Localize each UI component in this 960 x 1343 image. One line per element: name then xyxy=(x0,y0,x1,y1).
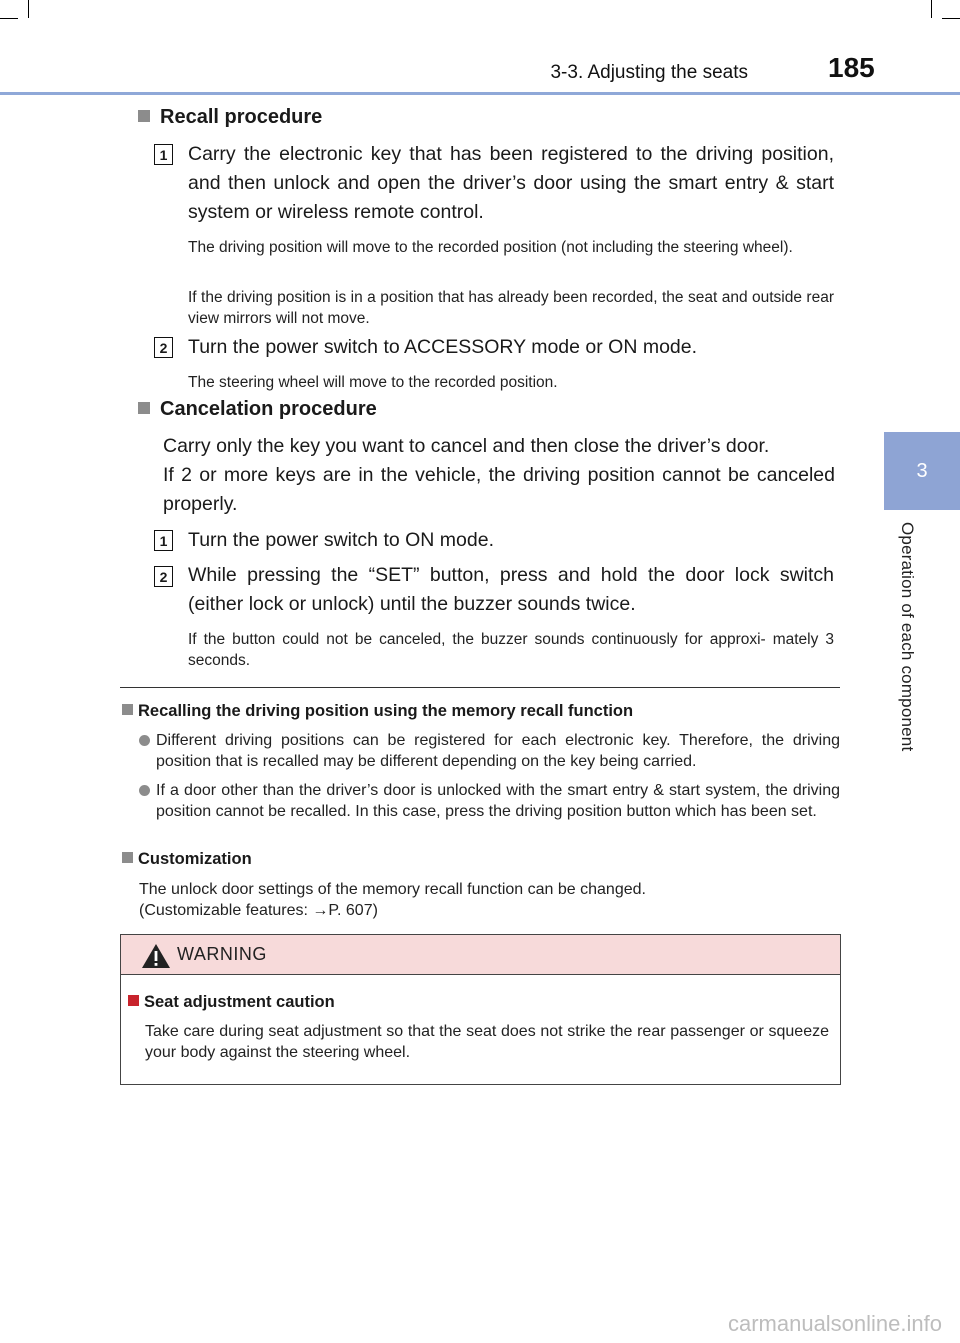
cancel-step1-text: Turn the power switch to ON mode. xyxy=(188,529,494,551)
square-bullet-icon xyxy=(122,852,133,863)
page-number: 185 xyxy=(828,52,875,83)
recall-heading xyxy=(138,106,322,129)
recall-heading-text: Recall procedure xyxy=(160,106,323,128)
recall-step2-text: Turn the power switch to ACCESSORY mode or ON mode. xyxy=(188,336,698,358)
recall-step1-text: Carry the electronic key that has been registered to the driving position, and then unlock and open the driver’s door using the smart entry & start system or wireless remote control. xyxy=(188,143,834,223)
cancel-step2-note: If the button could not be canceled, the buzzer sounds continuously for approxi- mately 3 seconds. xyxy=(188,631,834,669)
custom-text1: The unlock door settings of the memory recall function can be changed. xyxy=(139,881,646,898)
warning-box xyxy=(120,934,841,1085)
list-item xyxy=(139,780,840,822)
cancel-intro2: If 2 or more keys are in the vehicle, the driving position cannot be canceled properly. xyxy=(163,464,835,515)
section-title: 3-3. Adjusting the seats xyxy=(550,62,748,83)
cancel-heading-text: Cancelation procedure xyxy=(160,398,377,420)
note-bullet1: Different driving positions can be registered for each electronic key. Therefore, the driving position that is recalled may be different depending on the key being carried. xyxy=(156,732,840,770)
custom-text2: (Customizable features: →P. 607) xyxy=(139,902,378,919)
recalling-heading-text: Recalling the driving position using the memory recall function xyxy=(138,702,634,720)
cancel-step2-text: While pressing the “SET” button, press and hold the door lock switch (either lock or unlock) until the buzzer sounds twice. xyxy=(188,564,834,615)
recall-step1-note2: If the driving position is in a position that has already been recorded, the seat and outside rear view mirrors will not move. xyxy=(188,289,834,327)
watermark: carmanualsonline.info xyxy=(727,1311,942,1336)
recall-step2-note: The steering wheel will move to the recorded position. xyxy=(188,374,558,391)
crop-mark xyxy=(28,0,29,18)
section-divider xyxy=(120,687,840,688)
crop-mark xyxy=(0,18,18,19)
warning-text: Take care during seat adjustment so that the seat does not strike the rear passenger or squeeze your body against the steering wheel. xyxy=(145,1023,829,1061)
note-bullet2: If a door other than the driver’s door is unlocked with the smart entry & start system, the driving position cannot be recalled. In this case, press the driving position button which has been set. xyxy=(156,782,840,820)
warning-triangle-icon xyxy=(141,943,171,969)
chapter-number: 3 xyxy=(916,459,928,482)
warning-title: WARNING xyxy=(177,944,267,964)
custom-heading-text: Customization xyxy=(138,850,252,868)
cancel-intro1: Carry only the key you want to cancel and then close the driver’s door. xyxy=(163,435,770,457)
square-bullet-icon xyxy=(138,110,150,122)
square-bullet-icon xyxy=(128,995,139,1006)
step-badge: 2 xyxy=(154,566,173,587)
crop-mark xyxy=(942,18,960,19)
step-badge: 1 xyxy=(154,530,173,551)
chapter-tab xyxy=(884,432,960,510)
circle-bullet-icon xyxy=(139,785,150,796)
warning-heading xyxy=(128,993,335,1012)
crop-mark xyxy=(931,0,932,18)
custom-heading xyxy=(122,850,252,869)
warning-header xyxy=(121,935,840,975)
square-bullet-icon xyxy=(138,402,150,414)
recall-step1-note1: The driving position will move to the recorded position (not including the steering wheel). xyxy=(188,239,793,256)
recalling-heading xyxy=(122,702,842,721)
warning-heading-text: Seat adjustment caution xyxy=(144,993,335,1011)
cancel-heading xyxy=(138,398,377,421)
step-badge: 2 xyxy=(154,337,173,358)
chapter-label: Operation of each component xyxy=(898,522,917,752)
step-badge: 1 xyxy=(154,144,173,165)
circle-bullet-icon xyxy=(139,735,150,746)
list-item xyxy=(139,730,840,772)
square-bullet-icon xyxy=(122,704,133,715)
header-rule xyxy=(0,92,960,95)
